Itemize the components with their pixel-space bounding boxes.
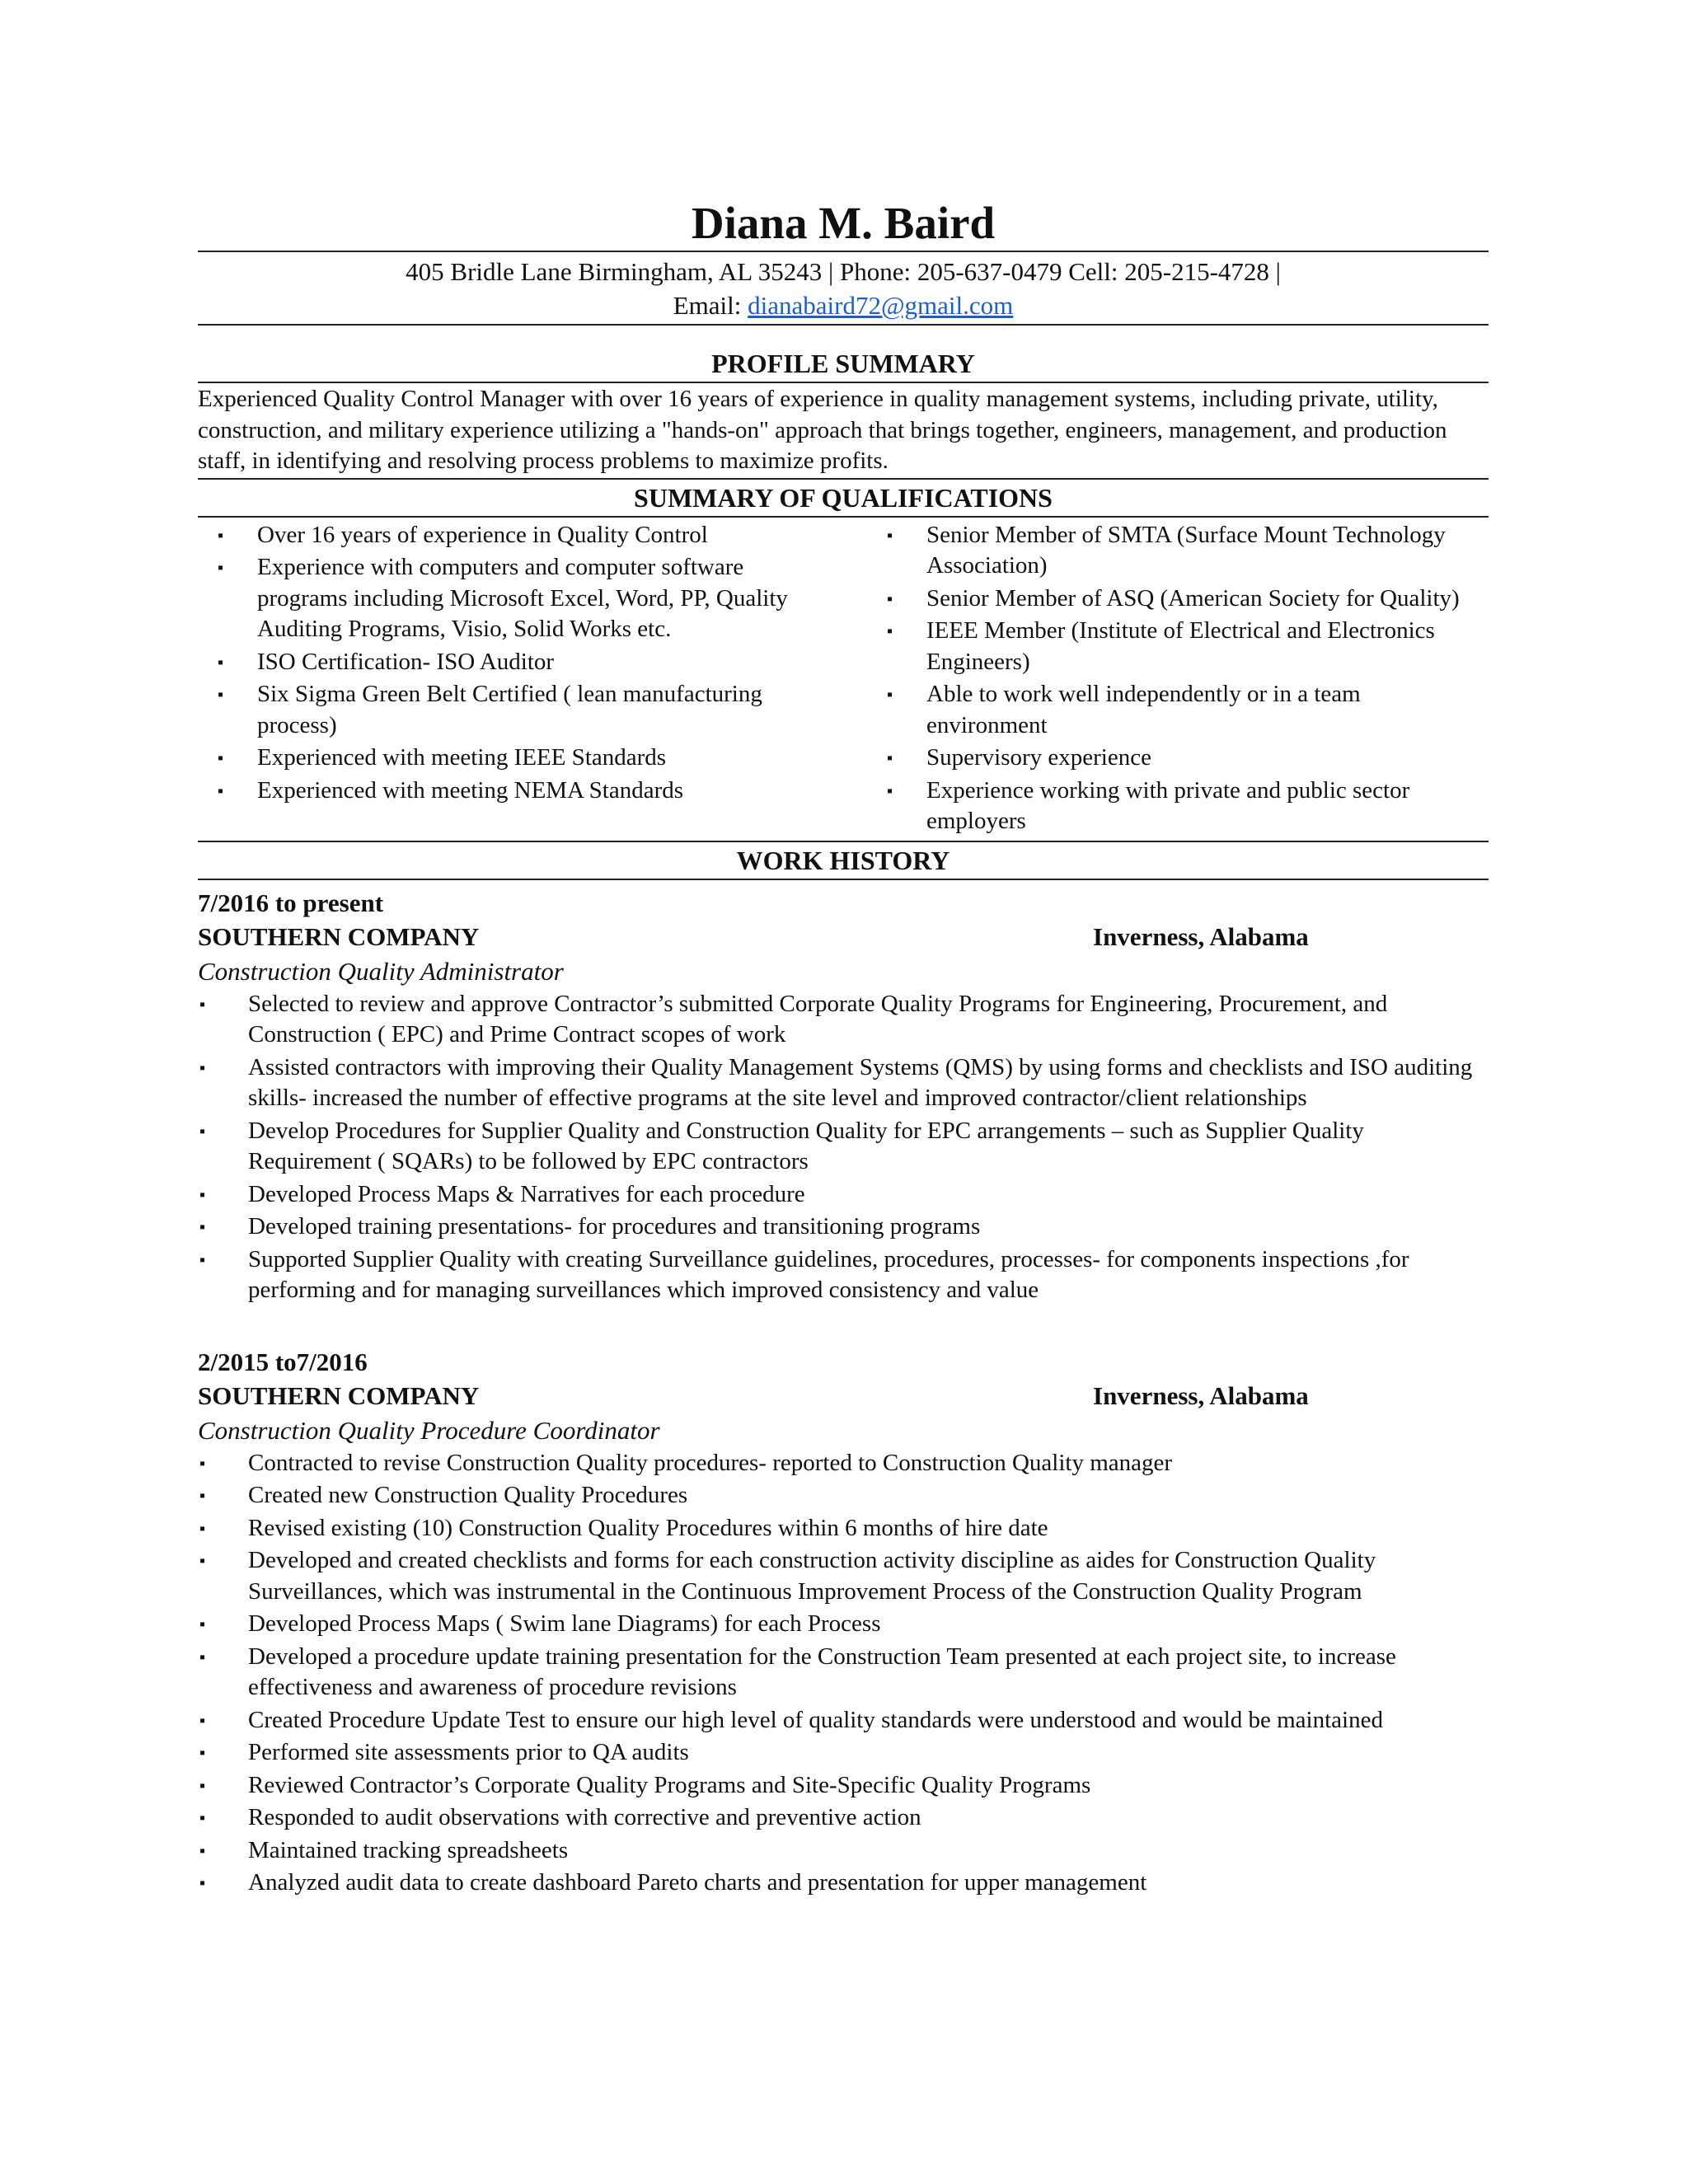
list-item — [198, 1609, 1489, 1640]
bullet-marker-icon: ▪ — [218, 653, 224, 672]
bullet-marker-icon: ▪ — [199, 1218, 206, 1236]
list-item-text: Maintained tracking spreadsheets — [248, 1836, 569, 1863]
list-item — [877, 743, 1470, 774]
list-item — [198, 989, 1489, 1051]
contact-line: 405 Bridle Lane Birmingham, AL 35243 | Phone: 205-637-0479 Cell: 205-215-4728 | — [406, 257, 1281, 286]
qualifications-left-list — [208, 520, 830, 807]
bullet-marker-icon: ▪ — [218, 559, 224, 577]
email-line — [198, 288, 1489, 322]
list-item-text: Performed site assessments prior to QA audits — [248, 1739, 689, 1765]
job-company-row — [198, 1379, 1489, 1413]
bullet-marker-icon: ▪ — [199, 1454, 206, 1473]
list-item — [198, 1737, 1489, 1769]
job-company: SOUTHERN COMPANY — [198, 1380, 480, 1410]
list-item — [208, 776, 830, 807]
work-history-rule — [198, 879, 1489, 880]
qualifications-columns — [198, 518, 1489, 841]
bullet-marker-icon: ▪ — [887, 686, 893, 704]
list-item — [198, 1642, 1489, 1704]
bullet-marker-icon: ▪ — [199, 1776, 206, 1795]
header-rule-bottom — [198, 324, 1489, 326]
bullet-marker-icon: ▪ — [199, 995, 206, 1014]
list-item — [208, 647, 830, 678]
list-item — [198, 1244, 1489, 1306]
bullet-marker-icon: ▪ — [887, 622, 893, 640]
list-item-text: Contracted to revise Construction Quality procedures- reported to Construction Quality manager — [248, 1449, 1173, 1476]
list-item-text: IEEE Member (Institute of Electrical and Electronics Engineers) — [926, 617, 1435, 675]
list-item — [198, 1052, 1489, 1114]
list-item-text: Supervisory experience — [926, 744, 1151, 771]
bullet-marker-icon: ▪ — [887, 781, 893, 800]
bullet-marker-icon: ▪ — [218, 749, 224, 767]
list-item — [198, 1802, 1489, 1834]
bullet-marker-icon: ▪ — [199, 1487, 206, 1505]
bullet-marker-icon: ▪ — [199, 1647, 206, 1666]
job-location: Inverness, Alabama — [1093, 921, 1309, 951]
list-item — [877, 520, 1470, 582]
profile-summary-heading: PROFILE SUMMARY — [711, 349, 975, 378]
list-item-text: Developed Process Maps & Narratives for each procedure — [248, 1180, 805, 1207]
list-item — [198, 1545, 1489, 1607]
job-date: 2/2015 to7/2016 — [198, 1347, 368, 1376]
bullet-marker-icon: ▪ — [199, 1744, 206, 1762]
list-item — [877, 583, 1470, 615]
list-item-text: Experience working with private and public sector employers — [926, 776, 1410, 834]
list-item — [198, 1513, 1489, 1544]
bullet-marker-icon: ▪ — [218, 526, 224, 545]
list-item-text: Assisted contractors with improving their Quality Management Systems (QMS) by using forms and checklists and ISO auditing skills- increased the number of effective programs at the site level and improved contractor/client relationships — [248, 1053, 1473, 1111]
list-item-text: Developed a procedure update training presentation for the Construction Team presented at each project site, to increase effectiveness and awareness of procedure revisions — [248, 1643, 1396, 1700]
bullet-marker-icon: ▪ — [218, 781, 224, 800]
list-item-text: Created Procedure Update Test to ensure our high level of quality standards were understood and would be maintained — [248, 1706, 1383, 1733]
bullet-marker-icon: ▪ — [199, 1874, 206, 1892]
list-item-text: Six Sigma Green Belt Certified ( lean manufacturing process) — [257, 681, 762, 738]
qualifications-right-column — [877, 520, 1470, 839]
list-item — [877, 679, 1470, 741]
bullet-marker-icon: ▪ — [887, 589, 893, 608]
list-item — [208, 552, 830, 645]
list-item — [877, 776, 1470, 837]
list-item-text: Experience with computers and computer software programs including Microsoft Excel, Word, PP, Quality Auditing Programs, Visio, Solid Works etc. — [257, 554, 788, 642]
bullet-marker-icon: ▪ — [199, 1185, 206, 1204]
job-location: Inverness, Alabama — [1093, 1380, 1309, 1410]
bullet-marker-icon: ▪ — [218, 686, 224, 704]
job-entry — [198, 1346, 1489, 1899]
candidate-name: Diana M. Baird — [691, 198, 996, 248]
list-item — [198, 1448, 1489, 1479]
resume-content — [198, 196, 1489, 1900]
list-item-text: Developed Process Maps ( Swim lane Diagrams) for each Process — [248, 1610, 881, 1637]
list-item-text: Responded to audit observations with corrective and preventive action — [248, 1804, 921, 1830]
bullet-marker-icon: ▪ — [199, 1519, 206, 1538]
list-item — [877, 616, 1470, 677]
list-item-text: Created new Construction Quality Procedures — [248, 1482, 688, 1508]
list-item — [198, 1705, 1489, 1736]
email-link[interactable]: dianabaird72@gmail.com — [748, 291, 1014, 320]
bullet-marker-icon: ▪ — [887, 749, 893, 767]
list-item-text: Experienced with meeting IEEE Standards — [257, 744, 667, 771]
bullet-marker-icon: ▪ — [199, 1058, 206, 1077]
list-item-text: Analyzed audit data to create dashboard Pareto charts and presentation for upper management — [248, 1869, 1147, 1896]
bullet-marker-icon: ▪ — [199, 1250, 206, 1269]
list-item-text: Over 16 years of experience in Quality Control — [257, 521, 708, 548]
list-item-text: Senior Member of ASQ (American Society for Quality) — [926, 584, 1460, 612]
list-item — [198, 1116, 1489, 1178]
job-title: Construction Quality Administrator — [198, 956, 564, 986]
bullet-marker-icon: ▪ — [199, 1809, 206, 1827]
job-entry — [198, 887, 1489, 1306]
contact-block — [198, 252, 1489, 324]
list-item — [208, 743, 830, 774]
work-history-heading: WORK HISTORY — [736, 845, 950, 875]
bullet-marker-icon: ▪ — [199, 1711, 206, 1730]
email-label: Email: — [673, 291, 748, 320]
list-item — [198, 1868, 1489, 1899]
list-item — [198, 1770, 1489, 1802]
qualifications-right-list — [877, 520, 1470, 837]
bullet-marker-icon: ▪ — [887, 526, 893, 545]
bullet-marker-icon: ▪ — [199, 1552, 206, 1570]
list-item-text: Developed and created checklists and forms for each construction activity discipline as aides for Construction Quality Surveillances, which was instrumental in the Continuous Improvement Process of the Construction Quality Program — [248, 1547, 1376, 1605]
list-item — [198, 1179, 1489, 1211]
job-title: Construction Quality Procedure Coordinator — [198, 1415, 660, 1445]
list-item-text: Revised existing (10) Construction Quality Procedures within 6 months of hire date — [248, 1514, 1048, 1541]
list-item-text: Developed training presentations- for procedures and transitioning programs — [248, 1213, 981, 1240]
list-item-text: Reviewed Contractor’s Corporate Quality Programs and Site-Specific Quality Programs — [248, 1771, 1091, 1798]
list-item — [198, 1212, 1489, 1243]
job-bullet-list — [198, 1448, 1489, 1899]
job-company: SOUTHERN COMPANY — [198, 921, 480, 951]
list-item — [198, 1835, 1489, 1867]
bullet-marker-icon: ▪ — [199, 1122, 206, 1141]
job-date: 7/2016 to present — [198, 888, 384, 917]
job-bullet-list — [198, 989, 1489, 1306]
job-company-row — [198, 920, 1489, 954]
list-item — [208, 679, 830, 741]
list-item — [208, 520, 830, 551]
qualifications-heading: SUMMARY OF QUALIFICATIONS — [634, 482, 1053, 513]
list-item-text: Experienced with meeting NEMA Standards — [257, 776, 684, 804]
list-item — [198, 1480, 1489, 1511]
qualifications-left-column — [198, 520, 830, 839]
list-item-text: Able to work well independently or in a team environment — [926, 681, 1361, 738]
list-item-text: ISO Certification- ISO Auditor — [257, 648, 555, 675]
list-item-text: Selected to review and approve Contractor’s submitted Corporate Quality Programs for Engineering, Procurement, and Construction ( EPC) and Prime Contract scopes of work — [248, 990, 1388, 1047]
bullet-marker-icon: ▪ — [199, 1615, 206, 1633]
list-item-text: Develop Procedures for Supplier Quality and Construction Quality for EPC arrangements – such as Supplier Quality Requirement ( SQARs) to be followed by EPC contractors — [248, 1117, 1364, 1174]
profile-summary-text: Experienced Quality Control Manager with over 16 years of experience in quality management systems, including private, utility, construction, and military experience utilizing a "hands-on" approach that brings together, engineers, management, and production staff, in identifying and resolving process problems to maximize profits. — [198, 386, 1447, 474]
list-item-text: Senior Member of SMTA (Surface Mount Technology Association) — [926, 521, 1446, 579]
bullet-marker-icon: ▪ — [199, 1841, 206, 1860]
list-item-text: Supported Supplier Quality with creating Surveillance guidelines, procedures, processes- for components inspections ,for performing and for managing surveillances which improved consistency and value — [248, 1245, 1409, 1303]
